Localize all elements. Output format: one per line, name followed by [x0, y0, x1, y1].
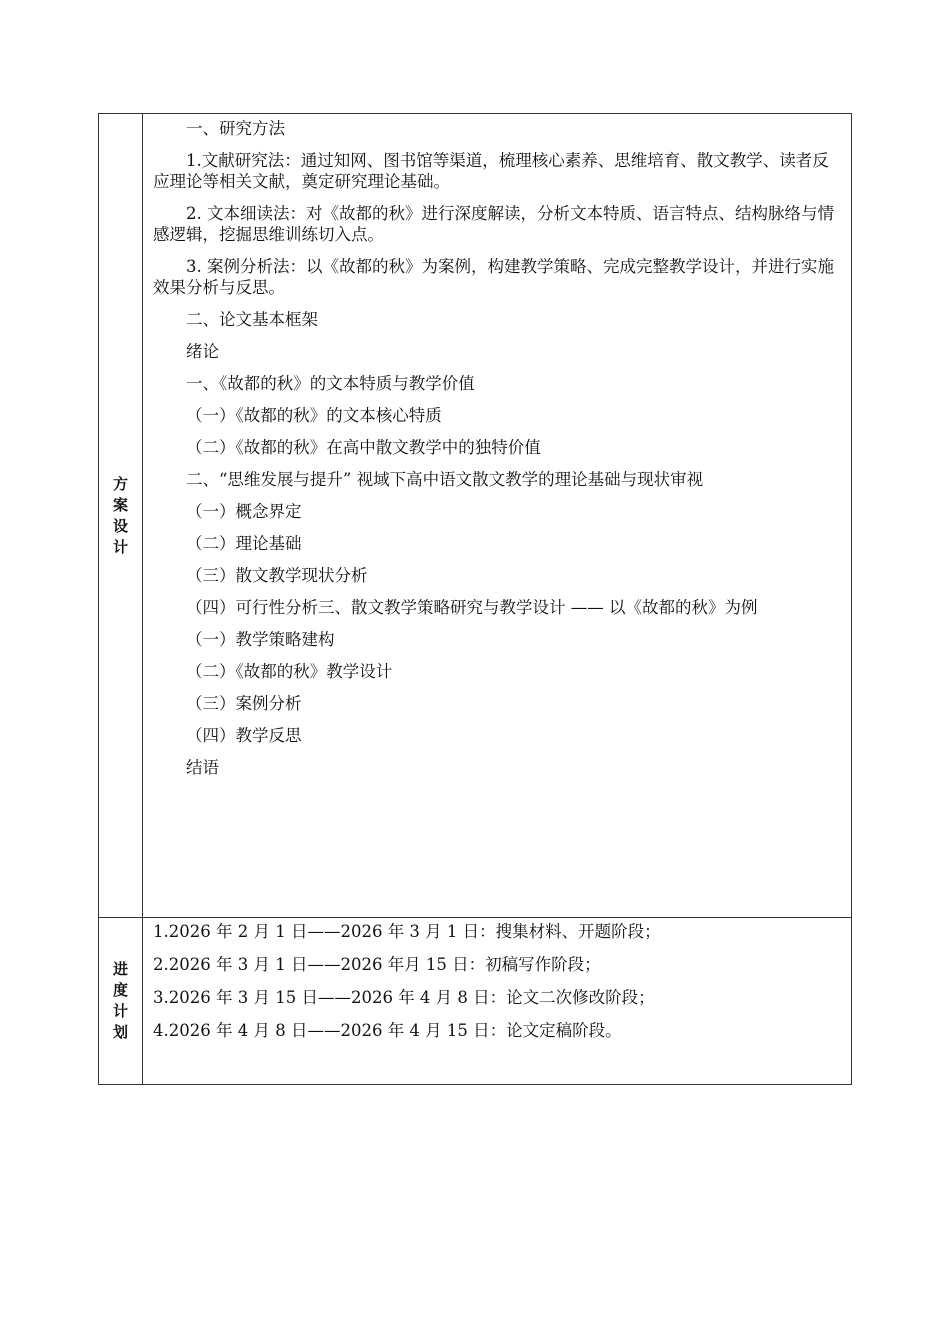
method-item: 2. 文本细读法：对《故都的秋》进行深度解读，分析文本特质、语言特点、结构脉络与情感逻辑，挖掘思维训练切入点。 — [153, 204, 834, 244]
plan-row — [99, 114, 852, 918]
section-heading: 一、研究方法 — [186, 119, 285, 138]
schedule-item: 1.2026 年 2 月 1 日——2026 年 3 月 1 日：搜集材料、开题阶段； — [153, 922, 661, 941]
schedule-row — [99, 918, 852, 1085]
schedule-item: 3.2026 年 3 月 15 日——2026 年 4 月 8 日：论文二次修改阶段； — [153, 988, 655, 1007]
outline-item: 二、“思维发展与提升” 视域下高中语文散文教学的理论基础与现状审视 — [186, 470, 704, 489]
schedule-label-cell — [99, 918, 143, 1085]
plan-content-cell — [143, 114, 852, 918]
plan-label: 方案设计 — [112, 474, 128, 556]
schedule-item: 2.2026 年 3 月 1 日——2026 年月 15 日：初稿写作阶段； — [153, 955, 601, 974]
outline-item: （三）案例分析 — [186, 694, 302, 713]
outline-item: （四）教学反思 — [186, 726, 302, 745]
outline-item: （一）概念界定 — [186, 502, 302, 521]
outline-item: （二）《故都的秋》在高中散文教学中的独特价值 — [186, 438, 541, 457]
outline-item: （四）可行性分析三、散文教学策略研究与教学设计 —— 以《故都的秋》为例 — [186, 598, 758, 617]
method-item: 3. 案例分析法：以《故都的秋》为案例，构建教学策略、完成完整教学设计，并进行实施效果分析与反思。 — [153, 257, 834, 297]
outline-item: 一、《故都的秋》的文本特质与教学价值 — [186, 374, 475, 393]
outline-item: 结语 — [186, 758, 219, 777]
outline-item: （三）散文教学现状分析 — [186, 566, 368, 585]
proposal-table — [98, 113, 852, 1085]
outline-item: （二）《故都的秋》教学设计 — [186, 662, 393, 681]
plan-content — [143, 114, 851, 778]
schedule-content-cell — [143, 918, 852, 1085]
schedule-label: 进度计划 — [112, 960, 128, 1041]
outline-item: （一）教学策略建构 — [186, 630, 335, 649]
plan-label-cell — [99, 114, 143, 918]
schedule-content — [143, 918, 851, 1041]
method-item: 1.文献研究法：通过知网、图书馆等渠道，梳理核心素养、思维培育、散文教学、读者反应理论等相关文献，奠定研究理论基础。 — [153, 151, 829, 191]
schedule-item: 4.2026 年 4 月 8 日——2026 年 4 月 15 日：论文定稿阶段。 — [153, 1021, 622, 1040]
outline-item: （二）理论基础 — [186, 534, 302, 553]
outline-item: （一）《故都的秋》的文本核心特质 — [186, 406, 442, 425]
outline-item: 绪论 — [186, 342, 219, 361]
section-heading: 二、论文基本框架 — [186, 310, 318, 329]
